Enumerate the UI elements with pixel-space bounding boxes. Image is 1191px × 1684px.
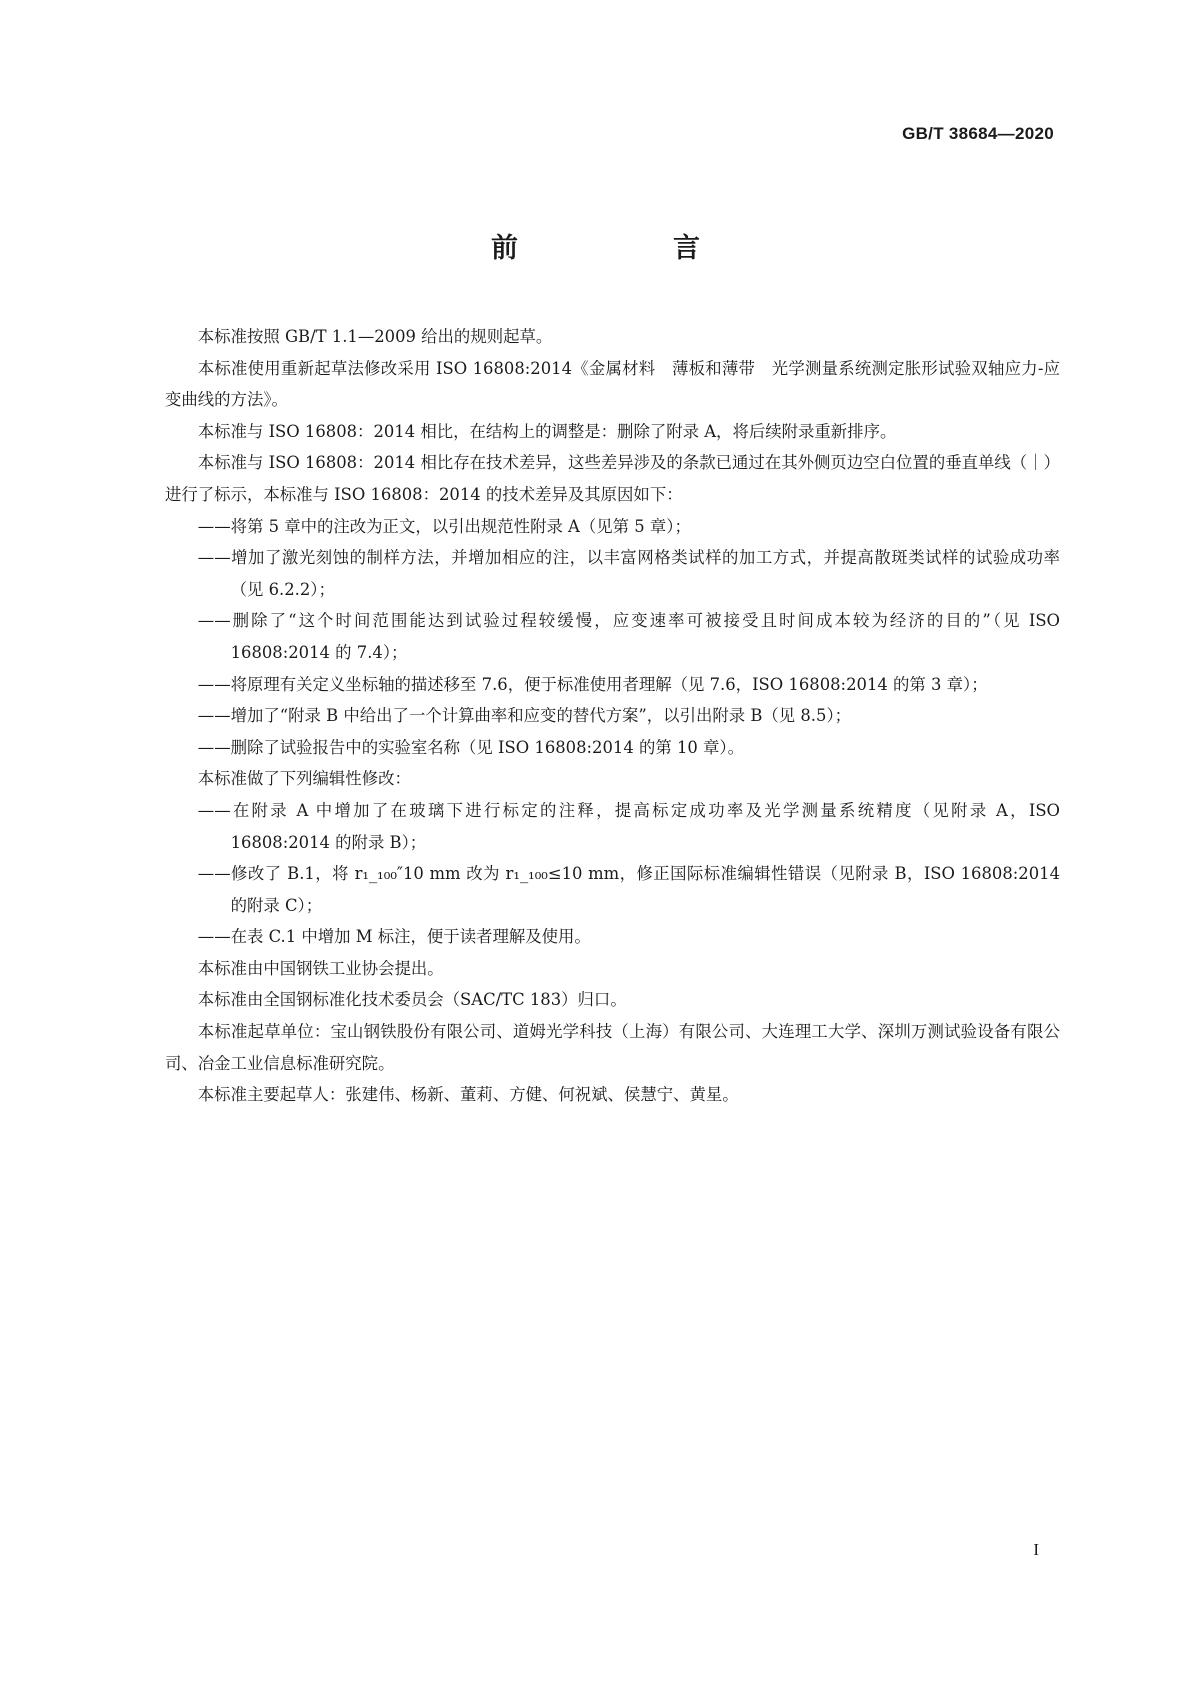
list-item: ——删除了试验报告中的实验室名称（见 ISO 16808:2014 的第 10 章）。 (197, 737, 745, 757)
standard-code: GB/T 38684—2020 (902, 124, 1054, 143)
list-item: ——删除了“这个时间范围能达到试验过程较缓慢，应变速率可被接受且时间成本较为经济的目的”（见 ISO 16808:2014 的 7.4）； (197, 611, 1060, 662)
paragraph: 本标准按照 GB/T 1.1—2009 给出的规则起草。 (197, 327, 553, 346)
paragraph: 本标准由中国钢铁工业协会提出。 (197, 958, 444, 978)
list-item: ——修改了 B.1，将 r₁_₁₀₀″10 mm 改为 r₁_₁₀₀≤10 mm，修正国际标准编辑性错误（见附录 B，ISO 16808:2014 的附录 C）； (197, 864, 1060, 915)
paragraph: 本标准由全国钢标准化技术委员会（SAC/TC 183）归口。 (197, 990, 627, 1010)
list-item: ——将第 5 章中的注改为正文，以引出规范性附录 A（见第 5 章）； (197, 516, 691, 536)
foreword-body (165, 321, 1060, 1111)
page-title: 前 言 (491, 233, 764, 264)
paragraph: 本标准与 ISO 16808：2014 相比，在结构上的调整是：删除了附录 A，将后续附录重新排序。 (197, 421, 897, 441)
paragraph: 本标准做了下列编辑性修改： (197, 769, 411, 789)
paragraph: 本标准使用重新起草法修改采用 ISO 16808:2014《金属材料 薄板和薄带 光学测量系统测定胀形试验双轴应力-应变曲线的方法》。 (165, 358, 1060, 410)
list-item: ——增加了激光刻蚀的制样方法，并增加相应的注，以丰富网格类试样的加工方式，并提高散斑类试样的试验成功率（见 6.2.2）； (197, 548, 1060, 599)
list-item: ——将原理有关定义坐标轴的描述移至 7.6，便于标准使用者理解（见 7.6，ISO 16808:2014 的第 3 章）； (197, 674, 988, 694)
list-item: ——增加了“附录 B 中给出了一个计算曲率和应变的替代方案”，以引出附录 B（见 8.5）； (197, 706, 852, 726)
list-item: ——在表 C.1 中增加 M 标注，便于读者理解及使用。 (197, 927, 591, 947)
list-item: ——在附录 A 中增加了在玻璃下进行标定的注释，提高标定成功率及光学测量系统精度（见附录 A，ISO 16808:2014 的附录 B）； (197, 800, 1060, 852)
paragraph: 本标准与 ISO 16808：2014 相比存在技术差异，这些差异涉及的条款已通过在其外侧页边空白位置的垂直单线（｜）进行了标示，本标准与 ISO 16808：2014 的技术差异及其原因如下： (165, 453, 1060, 504)
paragraph: 本标准主要起草人：张建伟、杨新、董莉、方健、何祝斌、侯慧宁、黄星。 (197, 1085, 739, 1105)
page-number: I (1033, 1540, 1039, 1559)
paragraph: 本标准起草单位：宝山钢铁股份有限公司、道姆光学科技（上海）有限公司、大连理工大学、深圳万测试验设备有限公司、冶金工业信息标准研究院。 (165, 1022, 1060, 1073)
